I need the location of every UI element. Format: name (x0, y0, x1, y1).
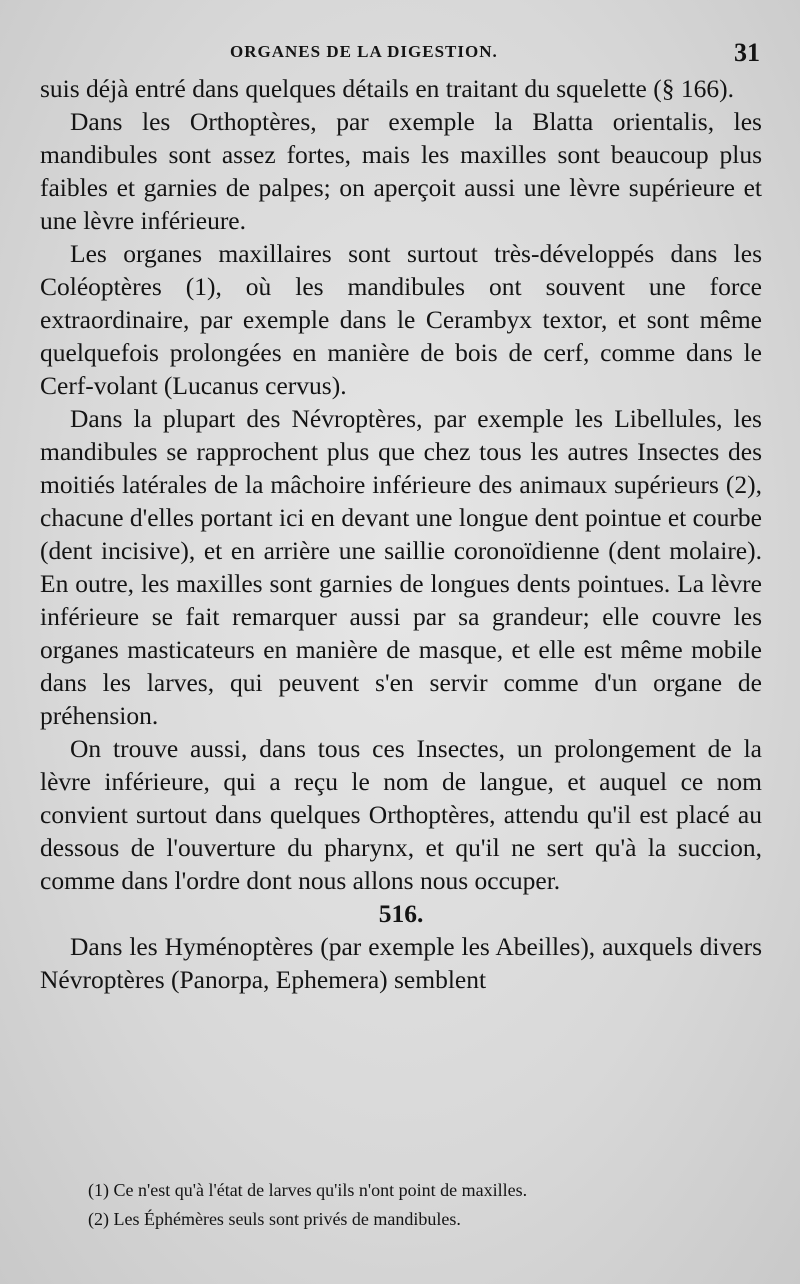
section-number: 516. (378, 899, 424, 928)
footnote-2: (2) Les Éphémères seuls sont privés de mandibules. (88, 1209, 461, 1229)
paragraph-6: Dans les Hyménoptères (par exemple les Abeilles), auxquels divers Névroptères (Panorpa, Ephemera) semblent (40, 932, 762, 994)
running-title: ORGANES DE LA DIGESTION. (230, 42, 498, 61)
page-number: 31 (734, 38, 760, 67)
paragraph-1: suis déjà entré dans quelques détails en traitant du squelette (§ 166). (40, 74, 734, 103)
footnotes (88, 1176, 768, 1234)
page-header (40, 38, 760, 68)
paragraph-5: On trouve aussi, dans tous ces Insectes, un prolongement de la lèvre inférieure, qui a reçu le nom de langue, et auquel ce nom convient surtout dans quelques Orthoptères, attendu qu'il est placé au dessous de l'ouverture du pharynx, et qu'il ne sert qu'à la succion, comme dans l'ordre dont nous allons nous occuper. (40, 734, 762, 895)
paragraph-4: Dans la plupart des Névroptères, par exemple les Libellules, les mandibules se rapprochent plus que chez tous les autres Insectes des moitiés latérales de la mâchoire inférieure des animaux supérieurs (2), chacune d'elles portant ici en devant une longue dent pointue et courbe (dent incisive), et en arrière une saillie coronoïdienne (dent molaire). En outre, les maxilles sont garnies de longues dents pointues. La lèvre inférieure se fait remarquer aussi par sa grandeur; elle couvre les organes masticateurs en manière de masque, et elle est même mobile dans les larves, qui peuvent s'en servir comme d'un organe de préhension. (40, 404, 762, 730)
paragraph-3: Les organes maxillaires sont surtout très-développés dans les Coléoptères (1), où les mandibules ont souvent une force extraordinaire, par exemple dans le Cerambyx textor, et sont même quelquefois prolongées en manière de bois de cerf, comme dans le Cerf-volant (Lucanus cervus). (40, 239, 762, 400)
paragraph-2: Dans les Orthoptères, par exemple la Blatta orientalis, les mandibules sont assez fortes, mais les maxilles sont beaucoup plus faibles et garnies de palpes; on aperçoit aussi une lèvre supérieure et une lèvre inférieure. (40, 107, 762, 235)
footnote-1: (1) Ce n'est qu'à l'état de larves qu'ils n'ont point de maxilles. (88, 1180, 528, 1200)
body-text (40, 72, 762, 996)
